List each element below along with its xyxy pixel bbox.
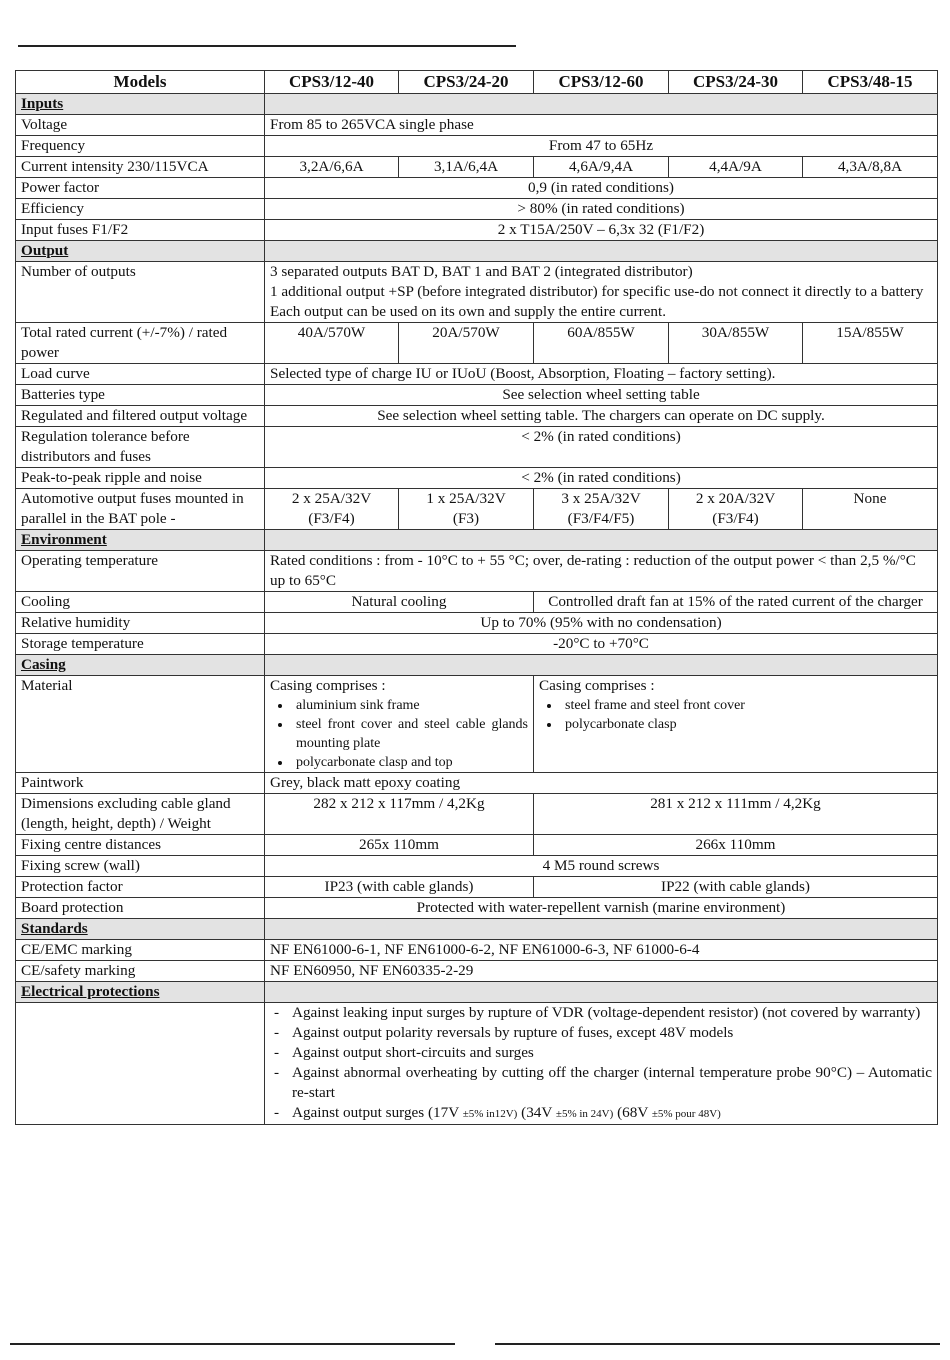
row-label: Automotive output fuses mounted in parallel in the BAT pole -: [16, 489, 265, 530]
cell-value: 4,6A/9,4A: [534, 157, 669, 178]
cell-value: 60A/855W: [534, 323, 669, 364]
row-value: Selected type of charge IU or IUoU (Boost, Absorption, Floating – factory setting).: [265, 364, 938, 385]
table-row: [16, 634, 938, 655]
material-title: Casing comprises :: [270, 677, 386, 694]
row-value: 0,9 (in rated conditions): [265, 178, 938, 199]
list-item: • steel frame and steel front cover: [561, 696, 932, 715]
cell-value: 15A/855W: [803, 323, 938, 364]
model-cps3-12-40: CPS3/12-40: [265, 71, 399, 94]
table-row: [16, 592, 938, 613]
table-row: [16, 385, 938, 406]
row-label: Total rated current (+/-7%) / rated power: [16, 323, 265, 364]
surge-12v: (17V: [427, 1104, 459, 1121]
section-electrical-protections: [16, 982, 938, 1003]
cell-value: [399, 489, 534, 530]
fuse-ref: (F3): [452, 510, 480, 527]
row-value: Natural cooling: [265, 592, 534, 613]
cell-value: [534, 489, 669, 530]
row-value: See selection wheel setting table. The chargers can operate on DC supply.: [265, 406, 938, 427]
list-item: - Against output short-circuits and surges: [292, 1043, 932, 1063]
cell-value: None: [803, 489, 938, 530]
row-value: > 80% (in rated conditions): [265, 199, 938, 220]
row-value: IP23 (with cable glands): [265, 877, 534, 898]
row-label: Regulated and filtered output voltage: [16, 406, 265, 427]
table-row: [16, 877, 938, 898]
cell-value: 3,2A/6,6A: [265, 157, 399, 178]
table-row: [16, 323, 938, 364]
fuse-spec: 1 x 25A/32V: [426, 490, 506, 507]
table-row: [16, 468, 938, 489]
outputs-line: 1 additional output +SP (before integrated distributor) for specific use-do not connect it directly to a battery: [270, 283, 924, 300]
surge-48v-tolerance: ±5% pour 48V): [651, 1108, 721, 1120]
table-row: [16, 835, 938, 856]
row-value: -20°C to +70°C: [265, 634, 938, 655]
row-label: Dimensions excluding cable gland (length, height, depth) / Weight: [16, 794, 265, 835]
surge-24v-tolerance: ±5% in 24V): [555, 1108, 614, 1120]
row-value: See selection wheel setting table: [265, 385, 938, 406]
table-row: [16, 613, 938, 634]
row-label: Storage temperature: [16, 634, 265, 655]
row-label: Fixing screw (wall): [16, 856, 265, 877]
table-row: [16, 898, 938, 919]
spec-table: [15, 70, 938, 1125]
list-item: • polycarbonate clasp and top: [292, 753, 528, 772]
section-fill: [265, 982, 938, 1003]
section-title: Output: [16, 241, 265, 262]
section-title: Casing: [16, 655, 265, 676]
table-row: [16, 489, 938, 530]
material-title: Casing comprises :: [539, 677, 655, 694]
row-value: From 85 to 265VCA single phase: [265, 115, 938, 136]
row-label: Board protection: [16, 898, 265, 919]
surge-prefix: Against output surges: [292, 1104, 425, 1121]
surge-12v-tolerance: ±5% in12V): [462, 1108, 518, 1120]
cell-value: 4,4A/9A: [669, 157, 803, 178]
table-row: [16, 794, 938, 835]
row-label: Frequency: [16, 136, 265, 157]
row-label: Regulation tolerance before distributors and fuses: [16, 427, 265, 468]
row-value: 281 x 212 x 111mm / 4,2Kg: [534, 794, 938, 835]
table-row: [16, 115, 938, 136]
protections-list-cell: [265, 1003, 938, 1125]
row-value: < 2% (in rated conditions): [265, 427, 938, 468]
row-label: CE/EMC marking: [16, 940, 265, 961]
list-item: • polycarbonate clasp: [561, 715, 932, 734]
section-title: Electrical protections: [16, 982, 265, 1003]
list-item: - Against abnormal overheating by cutting off the charger (internal temperature probe 90°C) – Automatic re-start: [292, 1063, 932, 1103]
row-label: Protection factor: [16, 877, 265, 898]
row-label: Batteries type: [16, 385, 265, 406]
table-row: [16, 427, 938, 468]
row-value: Up to 70% (95% with no condensation): [265, 613, 938, 634]
cell-value: 3,1A/6,4A: [399, 157, 534, 178]
table-row: [16, 856, 938, 877]
row-value: 282 x 212 x 117mm / 4,2Kg: [265, 794, 534, 835]
section-fill: [265, 530, 938, 551]
cell-value: [265, 489, 399, 530]
section-standards: [16, 919, 938, 940]
row-label: CE/safety marking: [16, 961, 265, 982]
table-row: [16, 199, 938, 220]
section-fill: [265, 94, 938, 115]
footer-rule-left: [10, 1343, 455, 1345]
row-label: Efficiency: [16, 199, 265, 220]
table-row: [16, 220, 938, 241]
row-value: 266x 110mm: [534, 835, 938, 856]
row-label: Input fuses F1/F2: [16, 220, 265, 241]
material-list: [539, 696, 932, 734]
model-cps3-24-20: CPS3/24-20: [399, 71, 534, 94]
section-output: [16, 241, 938, 262]
row-value: Controlled draft fan at 15% of the rated current of the charger: [534, 592, 938, 613]
row-label: Number of outputs: [16, 262, 265, 323]
section-inputs: [16, 94, 938, 115]
row-label: Relative humidity: [16, 613, 265, 634]
row-value: 2 x T15A/250V – 6,3x 32 (F1/F2): [265, 220, 938, 241]
outputs-line: 3 separated outputs BAT D, BAT 1 and BAT 2 (integrated distributor): [270, 263, 693, 280]
cell-value: 40A/570W: [265, 323, 399, 364]
row-label-empty: [16, 1003, 265, 1125]
model-cps3-12-60: CPS3/12-60: [534, 71, 669, 94]
row-label: Cooling: [16, 592, 265, 613]
section-fill: [265, 919, 938, 940]
models-label: Models: [16, 71, 265, 94]
cell-value: 30A/855W: [669, 323, 803, 364]
row-value: Rated conditions : from - 10°C to + 55 °C; over, de-rating : reduction of the output power < than 2,5 %/°C up to 65°C: [265, 551, 938, 592]
table-row: [16, 262, 938, 323]
row-label: Load curve: [16, 364, 265, 385]
row-value: NF EN60950, NF EN60335-2-29: [265, 961, 938, 982]
model-cps3-48-15: CPS3/48-15: [803, 71, 938, 94]
section-title: Environment: [16, 530, 265, 551]
list-item: - Against output polarity reversals by rupture of fuses, except 48V models: [292, 1023, 932, 1043]
row-value: Grey, black matt epoxy coating: [265, 773, 938, 794]
table-row: [16, 364, 938, 385]
fuse-spec: 2 x 25A/32V: [291, 490, 372, 507]
protections-list: [270, 1003, 932, 1124]
section-environment: [16, 530, 938, 551]
table-row: [16, 961, 938, 982]
list-item: • aluminium sink frame: [292, 696, 528, 715]
list-item: [292, 1103, 932, 1124]
row-label: Paintwork: [16, 773, 265, 794]
row-label: Operating temperature: [16, 551, 265, 592]
row-label: Voltage: [16, 115, 265, 136]
table-row: [16, 157, 938, 178]
surge-48v: (68V: [617, 1104, 649, 1121]
table-row: [16, 551, 938, 592]
fuse-ref: (F3/F4/F5): [567, 510, 635, 527]
table-row: [16, 136, 938, 157]
table-row: [16, 773, 938, 794]
fuse-ref: (F3/F4): [712, 510, 759, 527]
list-item: • steel front cover and steel cable glands mounting plate: [292, 715, 528, 753]
material-left: [265, 676, 534, 773]
fuse-spec: 3 x 25A/32V: [561, 490, 641, 507]
row-label: Material: [16, 676, 265, 773]
fuse-spec: 2 x 20A/32V: [695, 490, 776, 507]
outputs-line: Each output can be used on its own and supply the entire current.: [270, 303, 667, 320]
material-list: [270, 696, 528, 772]
table-row: [16, 940, 938, 961]
row-value: NF EN61000-6-1, NF EN61000-6-2, NF EN61000-6-3, NF 61000-6-4: [265, 940, 938, 961]
row-value: From 47 to 65Hz: [265, 136, 938, 157]
section-fill: [265, 241, 938, 262]
fuse-ref: (F3/F4): [308, 510, 355, 527]
row-label: Current intensity 230/115VCA: [16, 157, 265, 178]
row-label: Peak-to-peak ripple and noise: [16, 468, 265, 489]
section-title: Inputs: [16, 94, 265, 115]
section-title: Standards: [16, 919, 265, 940]
row-label: Power factor: [16, 178, 265, 199]
cell-value: [669, 489, 803, 530]
row-value: Protected with water-repellent varnish (marine environment): [265, 898, 938, 919]
model-cps3-24-30: CPS3/24-30: [669, 71, 803, 94]
table-row: [16, 178, 938, 199]
material-right: [534, 676, 938, 773]
row-value: IP22 (with cable glands): [534, 877, 938, 898]
row-value: 265x 110mm: [265, 835, 534, 856]
models-row: [16, 71, 938, 94]
table-row: [16, 406, 938, 427]
cell-value: 4,3A/8,8A: [803, 157, 938, 178]
row-value: 4 M5 round screws: [265, 856, 938, 877]
footer-rule-right: [495, 1343, 940, 1345]
surge-24v: (34V: [521, 1104, 553, 1121]
row-value: < 2% (in rated conditions): [265, 468, 938, 489]
row-label: Fixing centre distances: [16, 835, 265, 856]
section-casing: [16, 655, 938, 676]
section-fill: [265, 655, 938, 676]
list-item: - Against leaking input surges by rupture of VDR (voltage-dependent resistor) (not covered by warranty): [292, 1003, 932, 1023]
cell-value: 20A/570W: [399, 323, 534, 364]
outputs-description: [265, 262, 938, 323]
table-row: [16, 676, 938, 773]
top-rule: [18, 45, 516, 47]
table-row: [16, 1003, 938, 1125]
